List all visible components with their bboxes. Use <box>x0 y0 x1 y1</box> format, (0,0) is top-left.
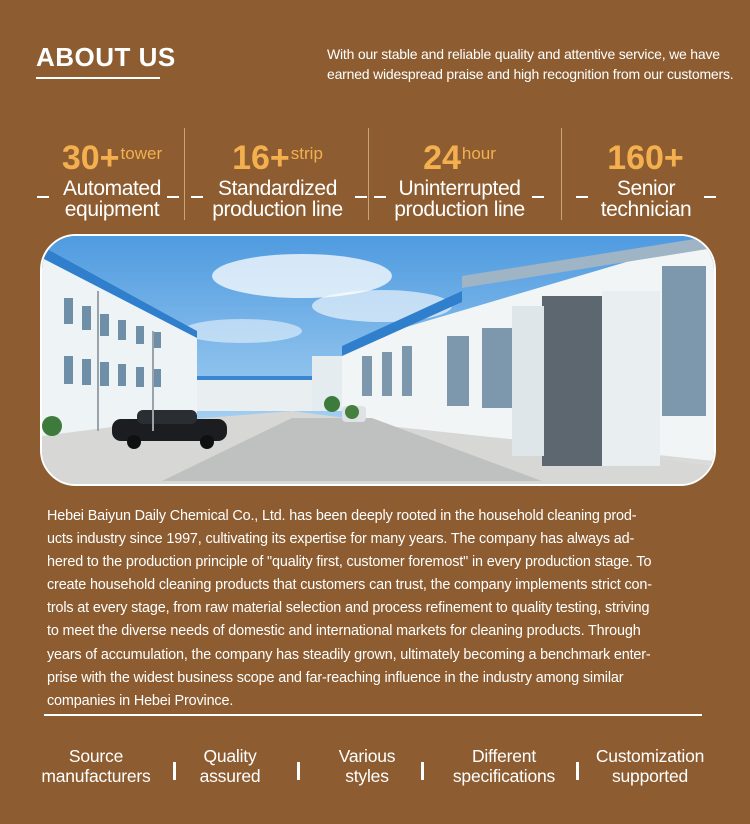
feature-line: Different <box>471 746 537 766</box>
feature-line: Quality <box>203 746 257 766</box>
company-description <box>47 505 709 713</box>
stat-unit: strip <box>290 144 323 163</box>
stat-label-line: equipment <box>64 198 160 221</box>
feature-line: Customization <box>595 746 705 766</box>
stat-value: 16+ <box>232 139 290 177</box>
dash-decoration <box>532 196 544 198</box>
factory-illustration <box>42 236 714 484</box>
section-divider <box>44 714 702 716</box>
feature-different-specifications <box>440 746 568 786</box>
stat-label <box>382 178 537 220</box>
header <box>0 0 750 110</box>
description-line: to meet the diverse needs of domestic and international markets for cleaning products. Through <box>47 623 641 640</box>
dash-decoration <box>191 196 203 198</box>
feature-source-manufacturers <box>30 746 162 786</box>
stat-uninterrupted-production-line <box>382 128 537 228</box>
stat-value: 24 <box>423 139 461 177</box>
dash-decoration <box>355 196 367 198</box>
stat-value: 30+ <box>61 139 120 177</box>
stat-divider <box>184 128 185 220</box>
dash-decoration <box>576 196 588 198</box>
description-line: prise with the widest business scope and far-reaching influence in the industry among similar <box>47 669 624 686</box>
stat-number <box>42 138 182 178</box>
stat-label-line: production line <box>212 198 343 221</box>
stat-label-line: Uninterrupted <box>398 177 521 200</box>
stat-divider <box>368 128 369 220</box>
feature-customization-supported <box>586 746 714 786</box>
stat-unit: hour <box>461 144 496 163</box>
title-underline <box>36 77 160 79</box>
stat-number <box>382 138 537 178</box>
feature-various-styles <box>317 746 417 786</box>
stat-label-line: Standardized <box>218 177 337 200</box>
dash-decoration <box>37 196 49 198</box>
feature-line: assured <box>199 766 261 786</box>
stat-senior-technician <box>576 128 716 228</box>
dash-decoration <box>374 196 386 198</box>
features-row <box>0 746 750 796</box>
stat-label-line: Automated <box>63 177 161 200</box>
feature-line: manufacturers <box>41 766 151 786</box>
tagline-line: With our stable and reliable quality and attentive service, we have <box>327 46 720 62</box>
description-line: create household cleaning products that customers can trust, the company implements strict con- <box>47 577 652 594</box>
stats-row <box>0 128 750 228</box>
dash-decoration <box>167 196 179 198</box>
stat-divider <box>561 128 562 220</box>
stat-number <box>200 138 355 178</box>
description-line: Hebei Baiyun Daily Chemical Co., Ltd. has been deeply rooted in the household cleaning prod- <box>47 508 637 524</box>
description-line: trols at every stage, from raw material selection and process refinement to quality testing, striving <box>47 600 650 617</box>
factory-photo <box>40 234 716 486</box>
stat-standardized-production-line <box>200 128 355 228</box>
feature-separator <box>576 762 579 780</box>
feature-quality-assured <box>180 746 280 786</box>
feature-line: Source <box>68 746 124 766</box>
stat-label <box>576 178 716 220</box>
stat-label-line: technician <box>600 198 692 221</box>
feature-separator <box>173 762 176 780</box>
stat-label-line: production line <box>394 198 525 221</box>
description-line: hered to the production principle of "quality first, customer foremost" in every production stage. To <box>47 554 652 571</box>
stat-label <box>42 178 182 220</box>
stat-number <box>576 138 716 178</box>
feature-line: styles <box>345 766 389 786</box>
description-line: years of accumulation, the company has steadily grown, ultimately becoming a benchmark enter- <box>47 646 651 663</box>
page-title: ABOUT US <box>36 42 176 72</box>
description-line: ucts industry since 1997, cultivating its expertise for many years. The company has always ad- <box>47 531 635 548</box>
stat-automated-equipment <box>42 128 182 228</box>
feature-line: Various <box>338 746 396 766</box>
tagline-line: earned widespread praise and high recognition from our customers. <box>327 66 734 82</box>
feature-line: specifications <box>452 766 556 786</box>
stat-unit: tower <box>120 144 163 163</box>
feature-separator <box>421 762 424 780</box>
stat-value: 160+ <box>607 139 684 177</box>
stat-label <box>200 178 355 220</box>
tagline <box>327 44 737 84</box>
dash-decoration <box>704 196 716 198</box>
description-line: companies in Hebei Province. <box>47 692 234 709</box>
feature-line: supported <box>611 766 689 786</box>
feature-separator <box>297 762 300 780</box>
stat-label-line: Senior <box>616 177 676 200</box>
